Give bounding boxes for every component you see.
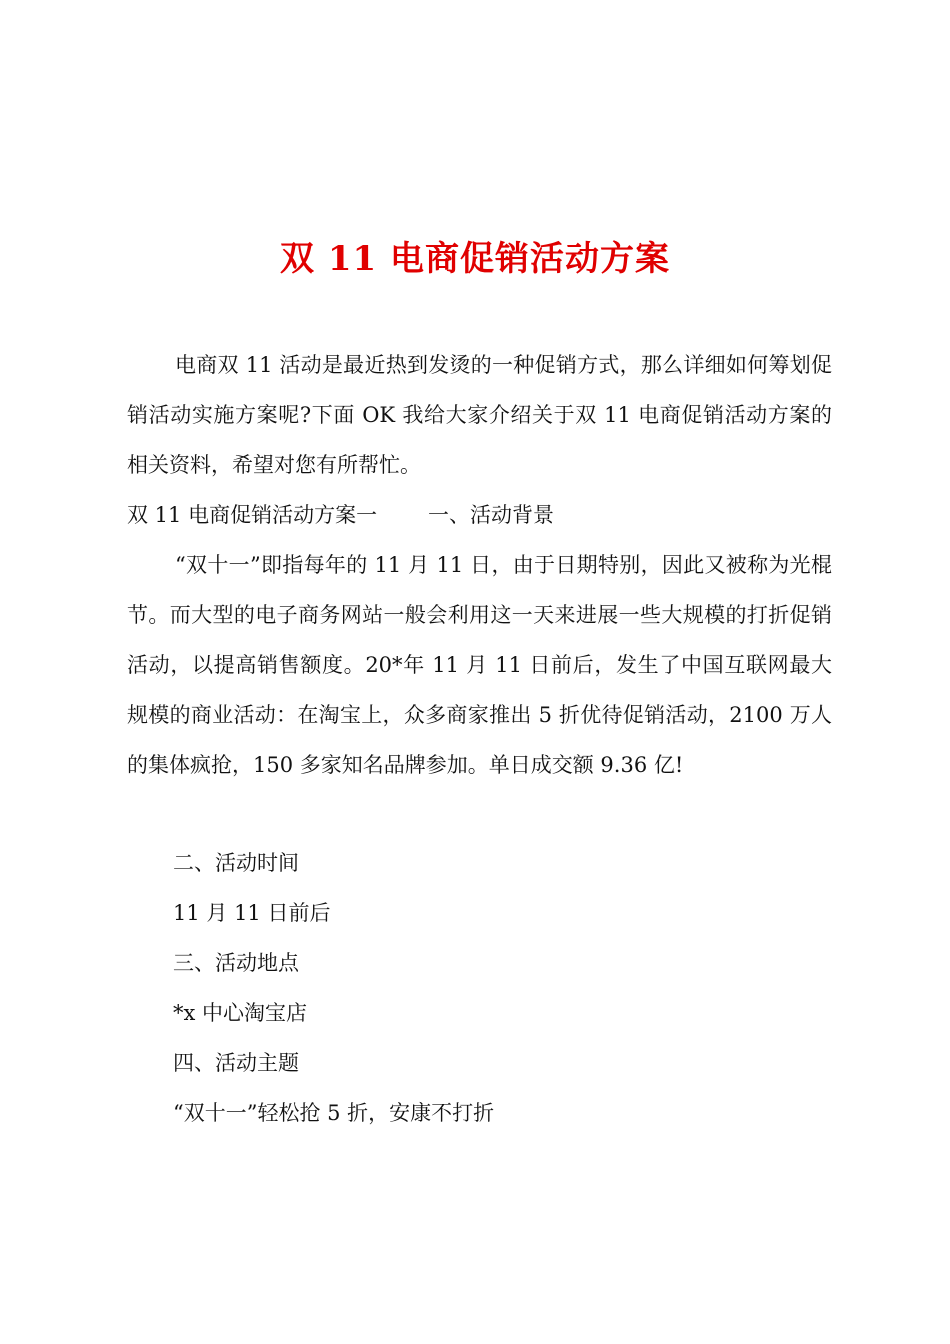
section-value-theme: “双十一”轻松抢 5 折，安康不打折: [173, 1101, 495, 1125]
section-heading-background: 一、活动背景: [428, 503, 554, 527]
background-paragraph: “双十一”即指每年的 11 月 11 日，由于日期特别，因此又被称为光棍节。而大型的电子商务网站一般会利用这一天来进展一些大规模的打折促销活动，以提高销售额度。20*年 11 月 11 日前后，发生了中国互联网最大规模的商业活动：在淘宝上，众多商家推出 5 折优待促销活动，2100 万人的集体疯抢，150 多家知名品牌参加。单日成交额 9.36 亿!: [127, 553, 832, 777]
plan-heading: 双 11 电商促销活动方案一: [127, 503, 378, 527]
section-heading-theme: 四、活动主题: [173, 1051, 299, 1075]
section-heading-time: 二、活动时间: [173, 851, 299, 875]
section-value-location: *x 中心淘宝店: [173, 1001, 308, 1025]
section-value-time: 11 月 11 日前后: [173, 901, 331, 925]
intro-paragraph: 电商双 11 活动是最近热到发烫的一种促销方式，那么详细如何筹划促销活动实施方案呢?下面 OK 我给大家介绍关于双 11 电商促销活动方案的相关资料，希望对您有所帮忙。: [127, 353, 832, 477]
section-heading-location: 三、活动地点: [173, 951, 299, 975]
document-title: 双 11 电商促销活动方案: [280, 238, 670, 279]
